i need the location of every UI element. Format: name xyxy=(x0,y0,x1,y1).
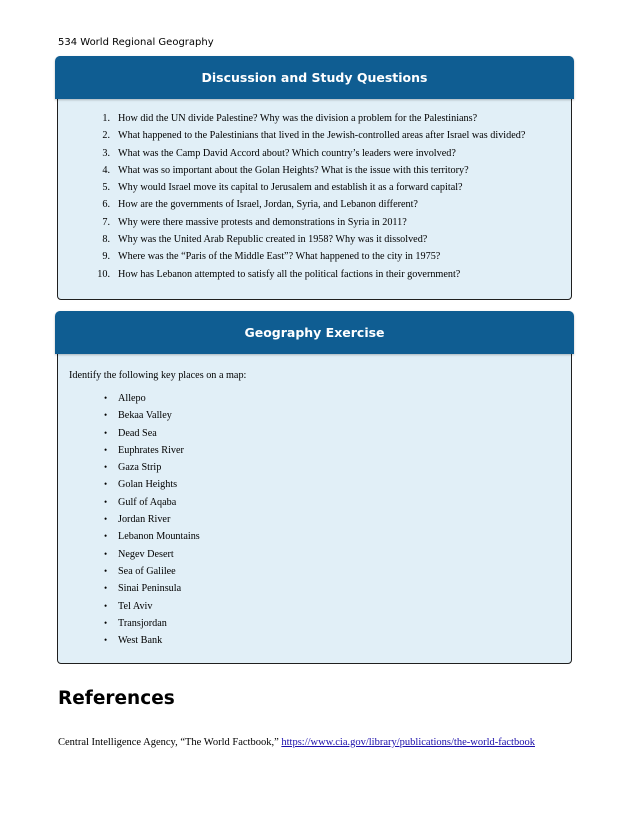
references-heading: References xyxy=(58,688,175,709)
question-text: Why would Israel move its capital to Jerusalem and establish it as a forward capital? xyxy=(118,182,463,194)
places-list xyxy=(58,390,571,649)
bullet-icon: • xyxy=(104,496,108,507)
place-name: Allepo xyxy=(118,393,146,404)
place-name: West Bank xyxy=(118,635,163,647)
exercise-intro: Identify the following key places on a map: xyxy=(69,370,247,381)
question-number: 10. xyxy=(97,268,110,280)
question-text: What was the Camp David Accord about? Which country’s leaders were involved? xyxy=(118,147,456,159)
bullet-icon: • xyxy=(104,635,108,646)
place-name: Tel Aviv xyxy=(118,600,153,612)
question-text: How has Lebanon attempted to satisfy all the political factions in their government? xyxy=(118,268,461,280)
running-header: 534 World Regional Geography xyxy=(58,37,214,48)
bullet-icon: • xyxy=(104,617,108,628)
question-text: What happened to the Palestinians that lived in the Jewish-controlled areas after Israel was divided? xyxy=(118,130,526,142)
place-item xyxy=(58,615,571,632)
geography-exercise-box xyxy=(57,311,572,664)
place-item xyxy=(58,407,571,424)
place-item xyxy=(58,476,571,493)
place-name: Jordan River xyxy=(118,514,171,526)
bullet-icon: • xyxy=(104,462,108,473)
bullet-icon: • xyxy=(104,444,108,455)
bullet-icon: • xyxy=(104,514,108,525)
question-item xyxy=(58,248,571,265)
question-text: Why were there massive protests and demonstrations in Syria in 2011? xyxy=(118,216,407,228)
place-item xyxy=(58,598,571,615)
place-item xyxy=(58,390,571,407)
question-item xyxy=(58,196,571,213)
reference-entry xyxy=(58,737,535,748)
place-name: Negev Desert xyxy=(118,548,174,560)
question-item xyxy=(58,214,571,231)
place-name: Bekaa Valley xyxy=(118,410,172,422)
question-number: 2. xyxy=(102,130,110,142)
question-item xyxy=(58,231,571,248)
bullet-icon: • xyxy=(104,410,108,421)
question-item xyxy=(58,145,571,162)
place-name: Gulf of Aqaba xyxy=(118,496,177,508)
discussion-questions-title: Discussion and Study Questions xyxy=(55,56,574,99)
question-number: 8. xyxy=(102,234,110,246)
place-item xyxy=(58,580,571,597)
questions-list xyxy=(58,110,571,283)
geography-exercise-title: Geography Exercise xyxy=(55,311,574,354)
place-item xyxy=(58,494,571,511)
place-name: Sea of Galilee xyxy=(118,565,176,577)
discussion-questions-box xyxy=(57,56,572,300)
place-name: Dead Sea xyxy=(118,427,157,439)
place-item xyxy=(58,459,571,476)
question-item xyxy=(58,266,571,283)
world-factbook-link[interactable]: https://www.cia.gov/library/publications/the-world-factbook xyxy=(281,737,535,748)
place-name: Sinai Peninsula xyxy=(118,583,182,595)
bullet-icon: • xyxy=(104,479,108,490)
bullet-icon: • xyxy=(104,600,108,611)
question-number: 4. xyxy=(102,164,110,176)
question-item xyxy=(58,127,571,144)
place-item xyxy=(58,511,571,528)
place-item xyxy=(58,528,571,545)
question-number: 1. xyxy=(102,113,110,124)
bullet-icon: • xyxy=(104,583,108,594)
place-name: Golan Heights xyxy=(118,479,178,491)
question-text: How are the governments of Israel, Jordan, Syria, and Lebanon different? xyxy=(118,199,418,211)
place-item xyxy=(58,563,571,580)
question-number: 9. xyxy=(102,251,110,263)
bullet-icon: • xyxy=(104,565,108,576)
question-text: Why was the United Arab Republic created in 1958? Why was it dissolved? xyxy=(118,234,428,246)
question-number: 5. xyxy=(102,182,110,194)
reference-text: Central Intelligence Agency, “The World Factbook,” xyxy=(58,737,282,748)
place-name: Lebanon Mountains xyxy=(118,531,200,543)
question-text: What was so important about the Golan Heights? What is the issue with this territory? xyxy=(118,164,469,176)
place-item xyxy=(58,546,571,563)
place-name: Transjordan xyxy=(118,617,167,629)
question-item xyxy=(58,179,571,196)
question-number: 6. xyxy=(102,199,110,211)
question-number: 3. xyxy=(102,147,110,159)
place-name: Gaza Strip xyxy=(118,462,162,474)
bullet-icon: • xyxy=(104,393,108,403)
question-number: 7. xyxy=(102,216,110,228)
question-item xyxy=(58,110,571,127)
question-text: Where was the “Paris of the Middle East”? What happened to the city in 1975? xyxy=(118,251,441,263)
place-item xyxy=(58,632,571,649)
place-item xyxy=(58,425,571,442)
bullet-icon: • xyxy=(104,531,108,542)
place-name: Euphrates River xyxy=(118,444,184,456)
bullet-icon: • xyxy=(104,548,108,559)
question-text: How did the UN divide Palestine? Why was the division a problem for the Palestinians? xyxy=(118,113,478,124)
question-item xyxy=(58,162,571,179)
bullet-icon: • xyxy=(104,427,108,438)
place-item xyxy=(58,442,571,459)
